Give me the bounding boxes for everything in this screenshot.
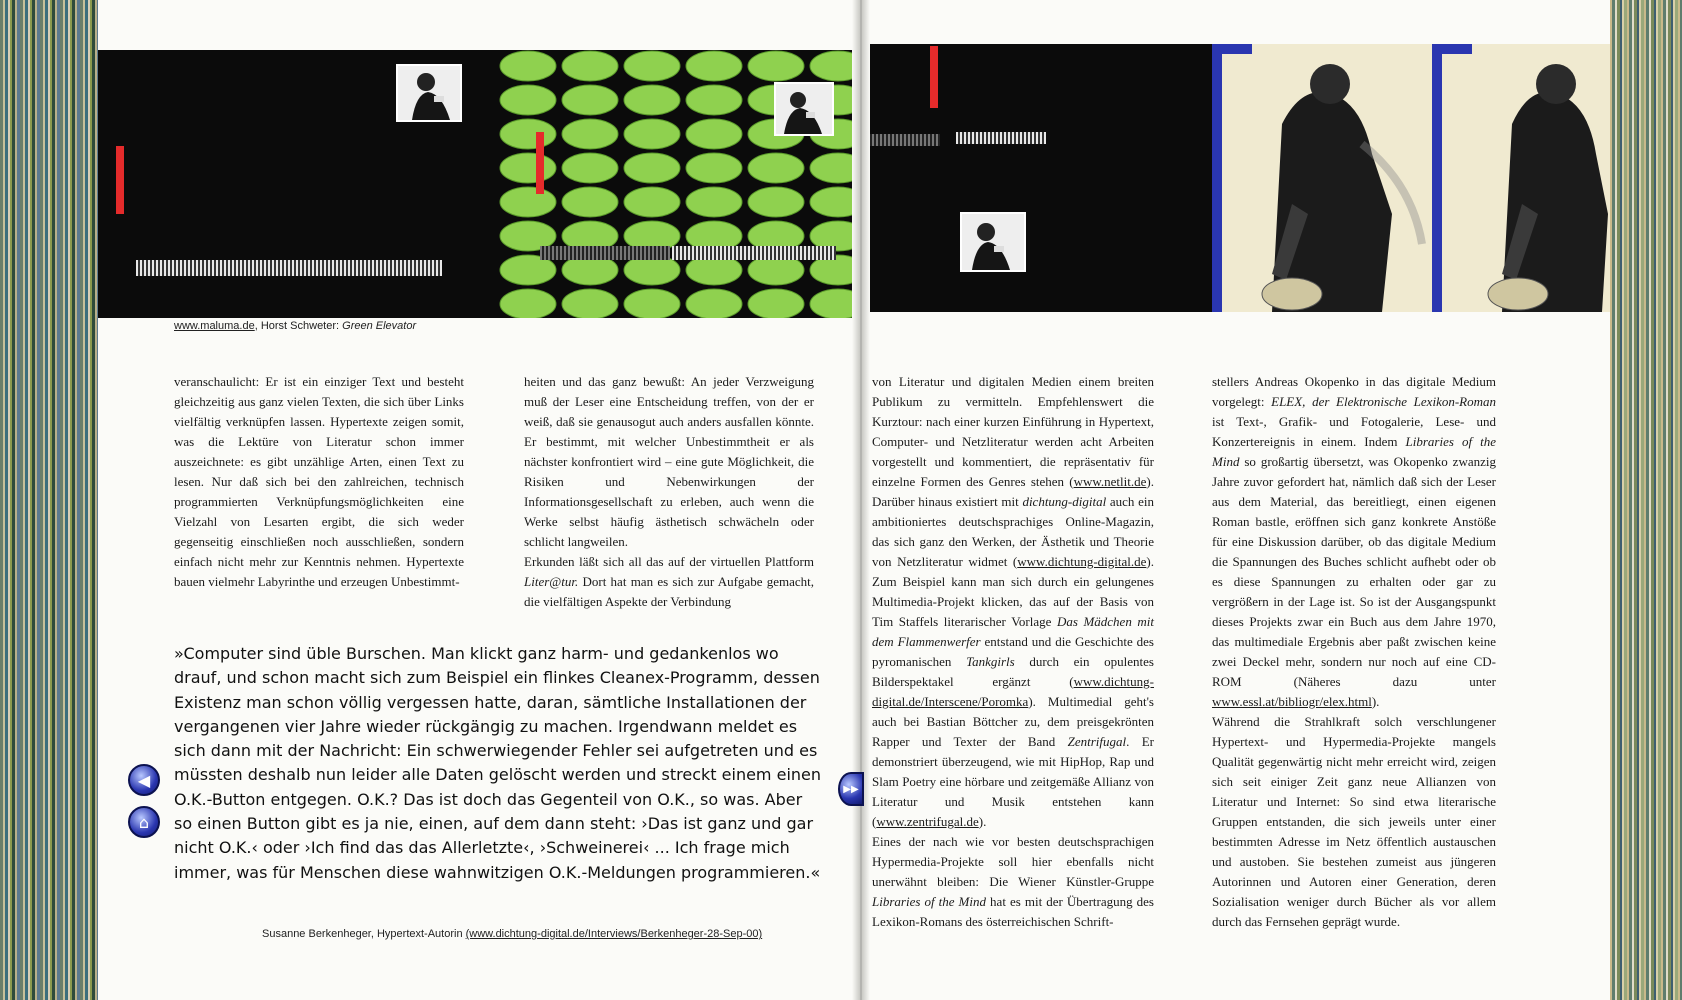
column-2-text-b: Dort hat man es sich zur Aufgabe gemacht, die vielfältigen Aspekte der Verbindung xyxy=(524,574,814,609)
col4-italic-3: Libraries of the Mind xyxy=(1212,434,1496,469)
barcode-strip-right xyxy=(672,246,836,260)
green-ellipse xyxy=(562,187,618,217)
green-ellipse xyxy=(686,51,742,81)
green-ellipse xyxy=(500,153,556,183)
col3-text-4: auch ein ambitioniertes deutschsprachiges Online-Magazin, das sich ganz den Werken, der Ästhetik und Theorie von Netzliteratur widmet ( xyxy=(872,494,1154,569)
book-gutter xyxy=(852,0,870,1000)
green-ellipse xyxy=(624,51,680,81)
barcode-strip-right-page-1 xyxy=(860,134,940,146)
green-ellipse xyxy=(562,51,618,81)
book-edge-right xyxy=(1610,0,1682,1000)
right-page xyxy=(860,0,1610,1000)
green-ellipse xyxy=(562,153,618,183)
quote-credit-author: Susanne Berkenheger, Hypertext-Autorin xyxy=(262,928,463,940)
col4-link-5[interactable]: www.essl.at/bibliogr/elex.html xyxy=(1212,694,1372,709)
barcode-strip-right-page-2 xyxy=(956,132,1046,144)
green-ellipse xyxy=(562,119,618,149)
col3-text-18: Eines der nach wie vor besten deutschsprachigen Hypermedia-Projekte soll hier ebenfalls nicht unerwähnt bleiben: Die Wiener Künstler-Gruppe xyxy=(872,834,1154,889)
column-2-paragraph-1: heiten und das ganz bewußt: An jeder Verzweigung muß der Leser eine Entscheidung treffen, von der er weiß, daß sie genausogut auch anders ausfallen könnte. Er bestimmt, mit welcher Unbestimmtheit er als nächster konfrontiert wird – eine gute Möglichkeit, die Risiken und Nebenwirkungen der Informationsgesellschaft zu erleben, auch wenn die Werke selbst häufig ästhetisch schwächeln oder schlicht langweilen. xyxy=(524,374,814,549)
text-column-3 xyxy=(872,372,1154,932)
col3-text-6: ). Zum Beispiel kann man sich durch ein gelungenes Multimedia-Projekt klicken, das auf der Basis von Tim Staffels literarischer Vorlage xyxy=(872,554,1154,629)
portrait-thumbnail-2 xyxy=(774,82,834,136)
col3-italic-19: Libraries of the Mind xyxy=(872,894,986,909)
red-bar-right xyxy=(930,46,938,108)
red-bar-center xyxy=(536,132,544,194)
back-arrow-icon: ◀ xyxy=(137,770,151,790)
col3-link-15[interactable]: www.zentrifugal.de xyxy=(876,814,979,829)
caption-title: Green Elevator xyxy=(342,320,417,332)
col3-link-5[interactable]: www.dichtung-digital.de xyxy=(1017,554,1147,569)
image-caption: www.maluma.de, Horst Schweter: Green Elevator xyxy=(174,320,417,332)
green-ellipse xyxy=(686,187,742,217)
green-ellipse xyxy=(624,289,680,318)
text-column-1 xyxy=(174,372,464,592)
col3-italic-13: Zentrifugal xyxy=(1067,734,1127,749)
green-ellipse xyxy=(500,187,556,217)
green-ellipse xyxy=(748,289,804,318)
column-2-paragraph-2 xyxy=(524,552,814,612)
caption-author: Horst Schweter: xyxy=(260,320,340,332)
column-3-text xyxy=(872,372,1154,932)
col3-link-11[interactable]: www.dichtung-digital.de/Interscene/Poromka xyxy=(872,674,1154,709)
green-ellipse xyxy=(500,85,556,115)
green-ellipse xyxy=(500,119,556,149)
col3-text-12: ). Multimedial geht's auch bei Bastian Böttcher zu, dem preisgekrönten Rapper und Texter der Band xyxy=(872,694,1154,749)
barcode-strip-mid xyxy=(540,246,670,260)
left-page xyxy=(98,0,860,1000)
quote-text: »Computer sind üble Burschen. Man klickt ganz harm- und gedankenlos wo drauf, und schon macht sich zum Beispiel ein flinkes Cleanex-Programm, dessen Existenz man schon völlig vergessen hatte, daran, sämtliche Installationen der vergangenen vier Jahre wieder rückgängig zu machen. Irgendwann meldet es sich dann mit der Nachricht: Ein schwerwiegender Fehler sei aufgetreten und es müssten deshalb nun leider alle Daten gelöscht werden und streckt einem einen O.K.-Button entgegen. O.K.? Das ist doch das Gegenteil von O.K., so was. Aber so einen Button gibt es ja nie, einen, auf dem dann steht: ›Das ist ganz und gar nicht O.K.‹ oder ›Ich find das das Allerletzte‹, ›Schweinerei‹ ... Ich frage mich immer, was für Menschen diese wahnwitzigen O.K.-Meldungen programmieren.« xyxy=(174,644,822,882)
portrait-thumbnail-3 xyxy=(960,212,1026,272)
green-ellipse xyxy=(748,51,804,81)
green-ellipse xyxy=(624,187,680,217)
quote-credit xyxy=(262,928,762,940)
green-ellipse xyxy=(500,289,556,318)
green-ellipse xyxy=(748,153,804,183)
red-bar-left xyxy=(116,146,124,214)
green-ellipse xyxy=(624,85,680,115)
quote-credit-link[interactable]: (www.dichtung-digital.de/Interviews/Berkenheger-28-Sep-00) xyxy=(465,928,763,940)
col4-italic-1: ELEX, der Elektronische Lexikon-Roman xyxy=(1271,394,1496,409)
col4-text-4: so großartig übersetzt, was Okopenko zwanzig Jahre zuvor gefordert hat, nämlich daß sich der Leser aus dem Material, das bereitliegt, einen eigenen Roman bastle, eröffnen sich ganz konkrete Anstöße für eine Diskussion darüber, ob das digitale Medium die Spannungen des Buches schlicht aufhebt oder ob es diese Spannungen zu erhalten oder gar zu vergrößern in der Lage ist. So ist der Ausgangspunkt dieses Projekts zwar ein Buch aus dem Jahre 1970, das multimediale Ergebnis aber paßt zwischen keine zwei Deckel mehr, sondern nur noch auf eine CD-ROM (Näheres dazu unter xyxy=(1212,454,1496,689)
col3-text-14: . Er demonstriert überzeugend, wie mit HipHop, Rap und Slam Poetry eine hörbare und zeitgemäße Allianz von Literatur und Musik entstehen kann ( xyxy=(872,734,1154,829)
col3-italic-3: dichtung-digital xyxy=(1022,494,1107,509)
green-ellipse xyxy=(624,119,680,149)
col4-text-2: ist Text-, Grafik- und Fotogalerie, Lese- und Konzertereignis in einem. Indem xyxy=(1212,414,1496,449)
col3-text-20: hat es mit der Übertragung des Lexikon-Romans des österreichischen Schrift- xyxy=(872,894,1154,929)
column-2-text-a: Erkunden läßt sich all das auf der virtuellen Plattform xyxy=(524,554,814,569)
column-4-text xyxy=(1212,372,1496,932)
litertur-italic: Liter@tur. xyxy=(524,574,579,589)
green-ellipse xyxy=(562,289,618,318)
col3-italic-7: Das Mädchen mit dem Flammenwerfer xyxy=(872,614,1154,649)
green-ellipse xyxy=(500,51,556,81)
home-icon: ⌂ xyxy=(138,812,150,832)
green-ellipse xyxy=(686,119,742,149)
col3-text-8: entstand und die Geschichte des pyromanischen xyxy=(872,634,1154,669)
col4-text-8: Während die Strahlkraft solch verschlungener Hypertext- und Hypermedia-Projekte mangels Qualität gegenwärtig nicht mehr erreicht wird, zeigen sich seit einiger Zeit ganz neue Allianzen von Literatur und Internet: So sind etwa literarische Gruppen entstanden, die sich jeweils unter einer bestimmten Adresse im Netz öffentlich austauschen und austoben. Sie bestehen zumeist aus jüngeren Autorinnen und Autoren einer Generation, deren Sozialisation weniger durch Bücher als vor allem durch das Fernsehen geprägt wurde. xyxy=(1212,714,1496,929)
green-ellipse xyxy=(686,85,742,115)
green-ellipse xyxy=(686,153,742,183)
home-button[interactable] xyxy=(128,806,160,838)
col4-text-0: stellers Andreas Okopenko in das digitale Medium vorgelegt: xyxy=(1212,374,1496,409)
banner-black-right xyxy=(860,44,1212,312)
col3-text-10: durch ein opulentes Bilderspektakel ergänzt ( xyxy=(872,654,1154,689)
col4-text-6: ). xyxy=(1371,694,1380,709)
forward-arrow-icon: ▶▶ xyxy=(843,783,859,795)
text-column-4 xyxy=(1212,372,1496,932)
col3-text-2: ). Darüber hinaus existiert mit xyxy=(872,474,1154,509)
column-1-text: veranschaulicht: Er ist ein einziger Text und besteht gleichzeitig aus ganz vielen Texten, die sich über Links vielfältig verknüpfen lassen. Hypertexte zeigen somit, was die Lektüre von Literatur schon immer auszeichnete: es gibt unzählige Arten, einen Text zu lesen. Nur daß sich bei den zahlreichen, technisch programmierten Verknüpfungsmöglichkeiten eine Vielzahl von Lesarten ergibt, die sich weder gegenseitig einschließen noch ausschließen, sondern einfach nicht mehr zur Kenntnis nehmen. Hypertexte bauen vielmehr Labyrinthe und erzeugen Unbestimmt- xyxy=(174,374,464,589)
green-ellipse xyxy=(562,85,618,115)
pull-quote xyxy=(174,642,824,885)
green-ellipse xyxy=(624,153,680,183)
col3-text-0: von Literatur und digitalen Medien einem breiten Publikum zu vermitteln. Empfehlenswert die Kurztour: nach einer kurzen Einführung in Hypertext, Computer- und Netzliteratur werden acht Arbeiten vorgestellt und kommentiert, die repräsentativ für einzelne Formen des Genres stehen ( xyxy=(872,374,1154,489)
photo-man-with-watering-can xyxy=(1212,44,1610,312)
book-edge-left xyxy=(0,0,98,1000)
text-column-2 xyxy=(524,372,814,612)
forward-button[interactable] xyxy=(838,772,864,806)
col3-italic-9: Tankgirls xyxy=(966,654,1015,669)
col3-link-1[interactable]: www.netlit.de xyxy=(1073,474,1147,489)
green-ellipse xyxy=(686,289,742,318)
green-ellipse xyxy=(748,187,804,217)
barcode-strip-left xyxy=(136,260,442,276)
back-button[interactable] xyxy=(128,764,160,796)
col3-text-16: ). xyxy=(978,814,987,829)
portrait-thumbnail-1 xyxy=(396,64,462,122)
caption-link[interactable]: www.maluma.de xyxy=(174,320,255,332)
